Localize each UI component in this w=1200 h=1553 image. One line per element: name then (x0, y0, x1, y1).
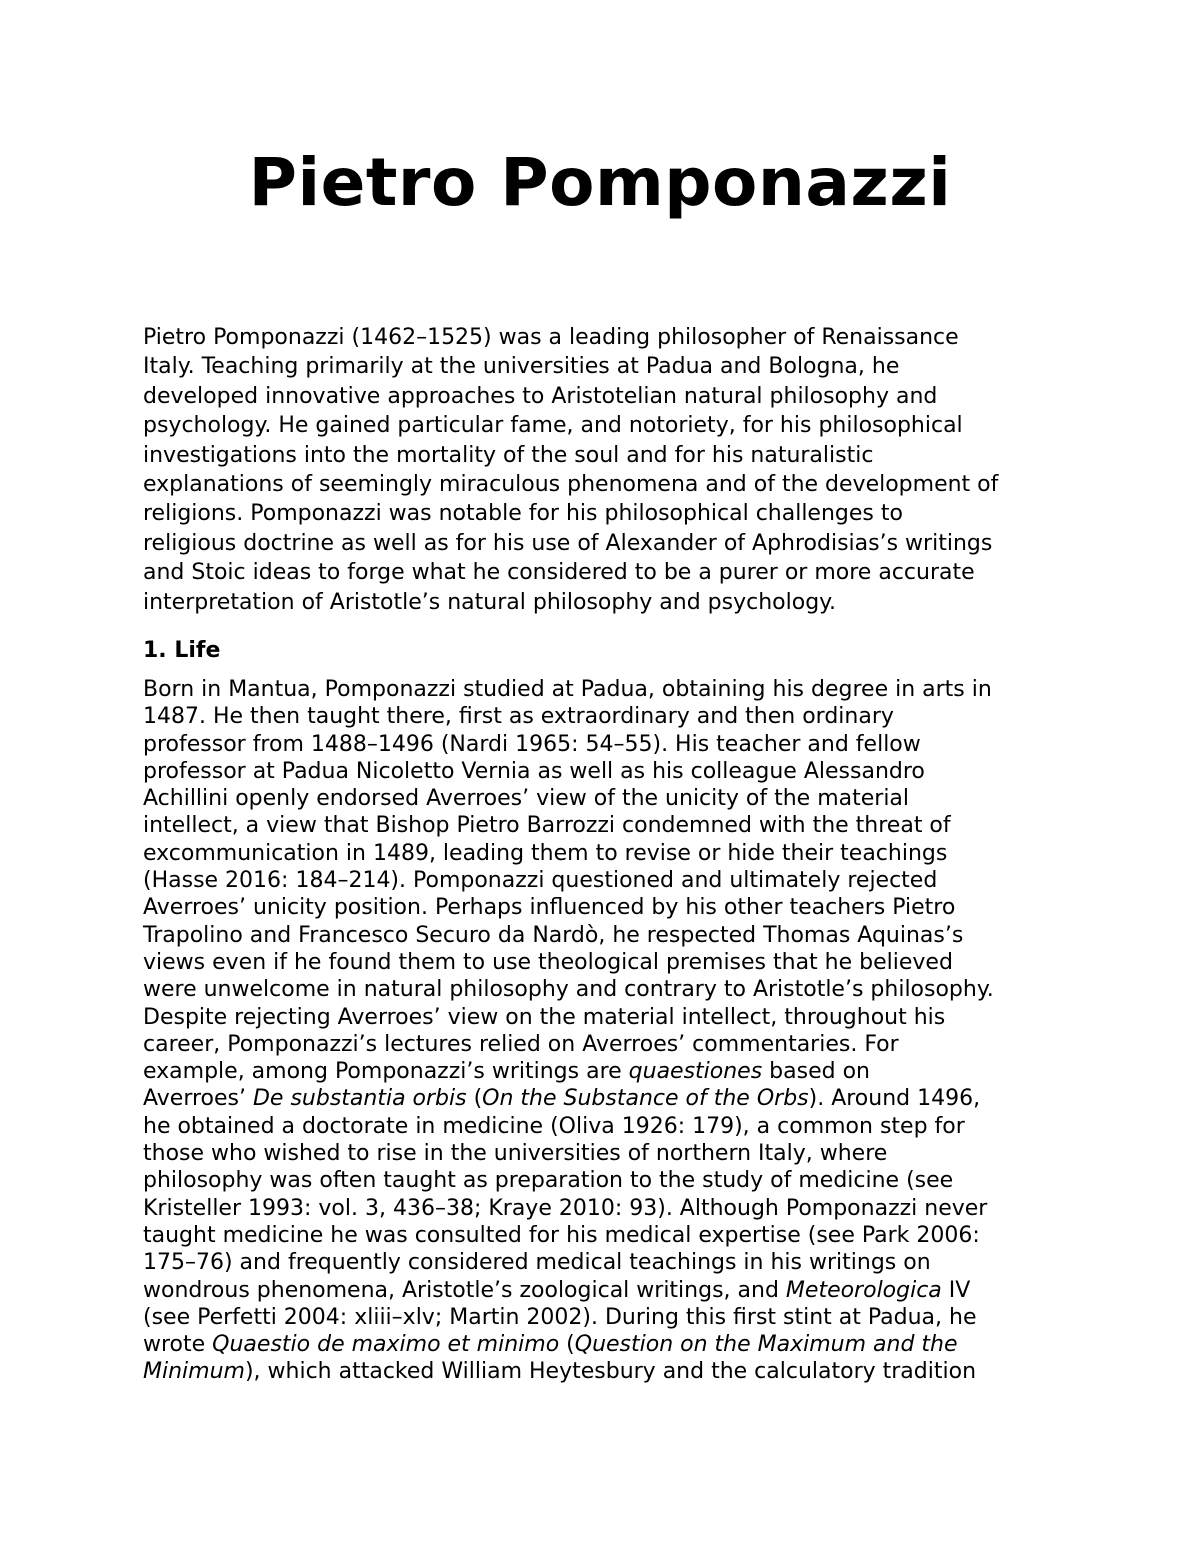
text-line: (Hasse 2016: 184–214). Pomponazzi questioned and ultimately rejected (143, 868, 938, 894)
text-line (143, 1058, 1068, 1085)
italic-text: On the Substance of the Orbs (482, 1086, 809, 1112)
italic-text: De substantia orbis (252, 1086, 467, 1112)
text-line: Born in Mantua, Pomponazzi studied at Padua, obtaining his degree in arts in (143, 677, 992, 702)
text-line: philosophy was often taught as preparation to the study of medicine (see (143, 1168, 954, 1194)
text-line: developed innovative approaches to Aristotelian natural philosophy and (143, 383, 938, 409)
italic-text: Quaestio de maximo et minimo (212, 1332, 560, 1358)
text-line: explanations of seemingly miraculous phenomena and of the development of (143, 472, 999, 498)
intro-paragraph (143, 323, 1068, 617)
text-run: ( (559, 1332, 575, 1358)
italic-text: Minimum (143, 1359, 245, 1385)
text-line: Averroes’ unicity position. Perhaps influenced by his other teachers Pietro (143, 895, 956, 921)
text-run: Averroes’ (143, 1086, 253, 1112)
italic-text: quaestiones (628, 1059, 763, 1085)
text-run: ( (466, 1086, 483, 1112)
life-paragraph (143, 676, 1068, 1386)
text-line: (see Perfetti 2004: xliii–xlv; Martin 2002). During this first stint at Padua, he (143, 1304, 977, 1330)
text-run: ), which attacked William Heytesbury and the calculatory tradition (244, 1359, 977, 1385)
text-line: views even if he found them to use theological premises that he believed (143, 949, 953, 975)
text-run: wondrous phenomena, Aristotle’s zoological writings, and (143, 1277, 786, 1303)
text-line: career, Pomponazzi’s lectures relied on Averroes’ commentaries. For (143, 1031, 899, 1057)
italic-text: Meteorologica (785, 1277, 942, 1303)
text-line: psychology. He gained particular fame, and notoriety, for his philosophical (143, 413, 963, 439)
text-line (143, 1331, 1068, 1358)
text-line: Achillini openly endorsed Averroes’ view of the unicity of the material (143, 786, 910, 812)
text-line: 175–76) and frequently considered medical teachings in his writings on (143, 1250, 931, 1276)
italic-text: Question on the Maximum and the (574, 1332, 958, 1358)
text-line (143, 1085, 1068, 1112)
text-run: IV (941, 1277, 971, 1303)
text-line: he obtained a doctorate in medicine (Oliva 1926: 179), a common step for (143, 1113, 965, 1139)
text-run: ). Around 1496, (808, 1086, 981, 1112)
text-run: based on (762, 1059, 870, 1085)
text-line: intellect, a view that Bishop Pietro Barrozzi condemned with the threat of (143, 813, 951, 839)
text-line: Kristeller 1993: vol. 3, 436–38; Kraye 2010: 93). Although Pomponazzi never (143, 1195, 988, 1221)
text-line: Italy. Teaching primarily at the universities at Padua and Bologna, he (143, 354, 900, 380)
text-line: professor at Padua Nicoletto Vernia as well as his colleague Alessandro (143, 758, 925, 784)
text-line: Pietro Pomponazzi (1462–1525) was a leading philosopher of Renaissance (143, 325, 959, 350)
text-run: example, among Pomponazzi’s writings are (143, 1059, 629, 1085)
text-line (143, 1358, 1068, 1385)
text-line: were unwelcome in natural philosophy and contrary to Aristotle’s philosophy. (143, 977, 994, 1003)
text-line: excommunication in 1489, leading them to revise or hide their teachings (143, 840, 948, 866)
section-heading-life: 1. Life (143, 638, 221, 663)
text-line: interpretation of Aristotle’s natural philosophy and psychology. (143, 589, 837, 615)
text-line: and Stoic ideas to forge what he considered to be a purer or more accurate (143, 560, 975, 586)
text-line: religious doctrine as well as for his use of Alexander of Aphrodisias’s writings (143, 530, 993, 556)
text-line: Trapolino and Francesco Securo da Nardò, he respected Thomas Aquinas’s (143, 922, 964, 948)
text-line: 1487. He then taught there, first as extraordinary and then ordinary (143, 704, 894, 730)
text-line: religions. Pomponazzi was notable for his philosophical challenges to (143, 501, 903, 527)
document-title: Pietro Pomponazzi (248, 144, 952, 221)
text-run: wrote (143, 1332, 213, 1358)
text-line: investigations into the mortality of the soul and for his naturalistic (143, 442, 874, 468)
text-line: Despite rejecting Averroes’ view on the material intellect, throughout his (143, 1004, 946, 1030)
text-line: professor from 1488–1496 (Nardi 1965: 54–55). His teacher and fellow (143, 731, 921, 757)
text-line: those who wished to rise in the universities of northern Italy, where (143, 1141, 888, 1167)
text-line (143, 1277, 1068, 1304)
text-line: taught medicine he was consulted for his medical expertise (see Park 2006: (143, 1222, 980, 1248)
